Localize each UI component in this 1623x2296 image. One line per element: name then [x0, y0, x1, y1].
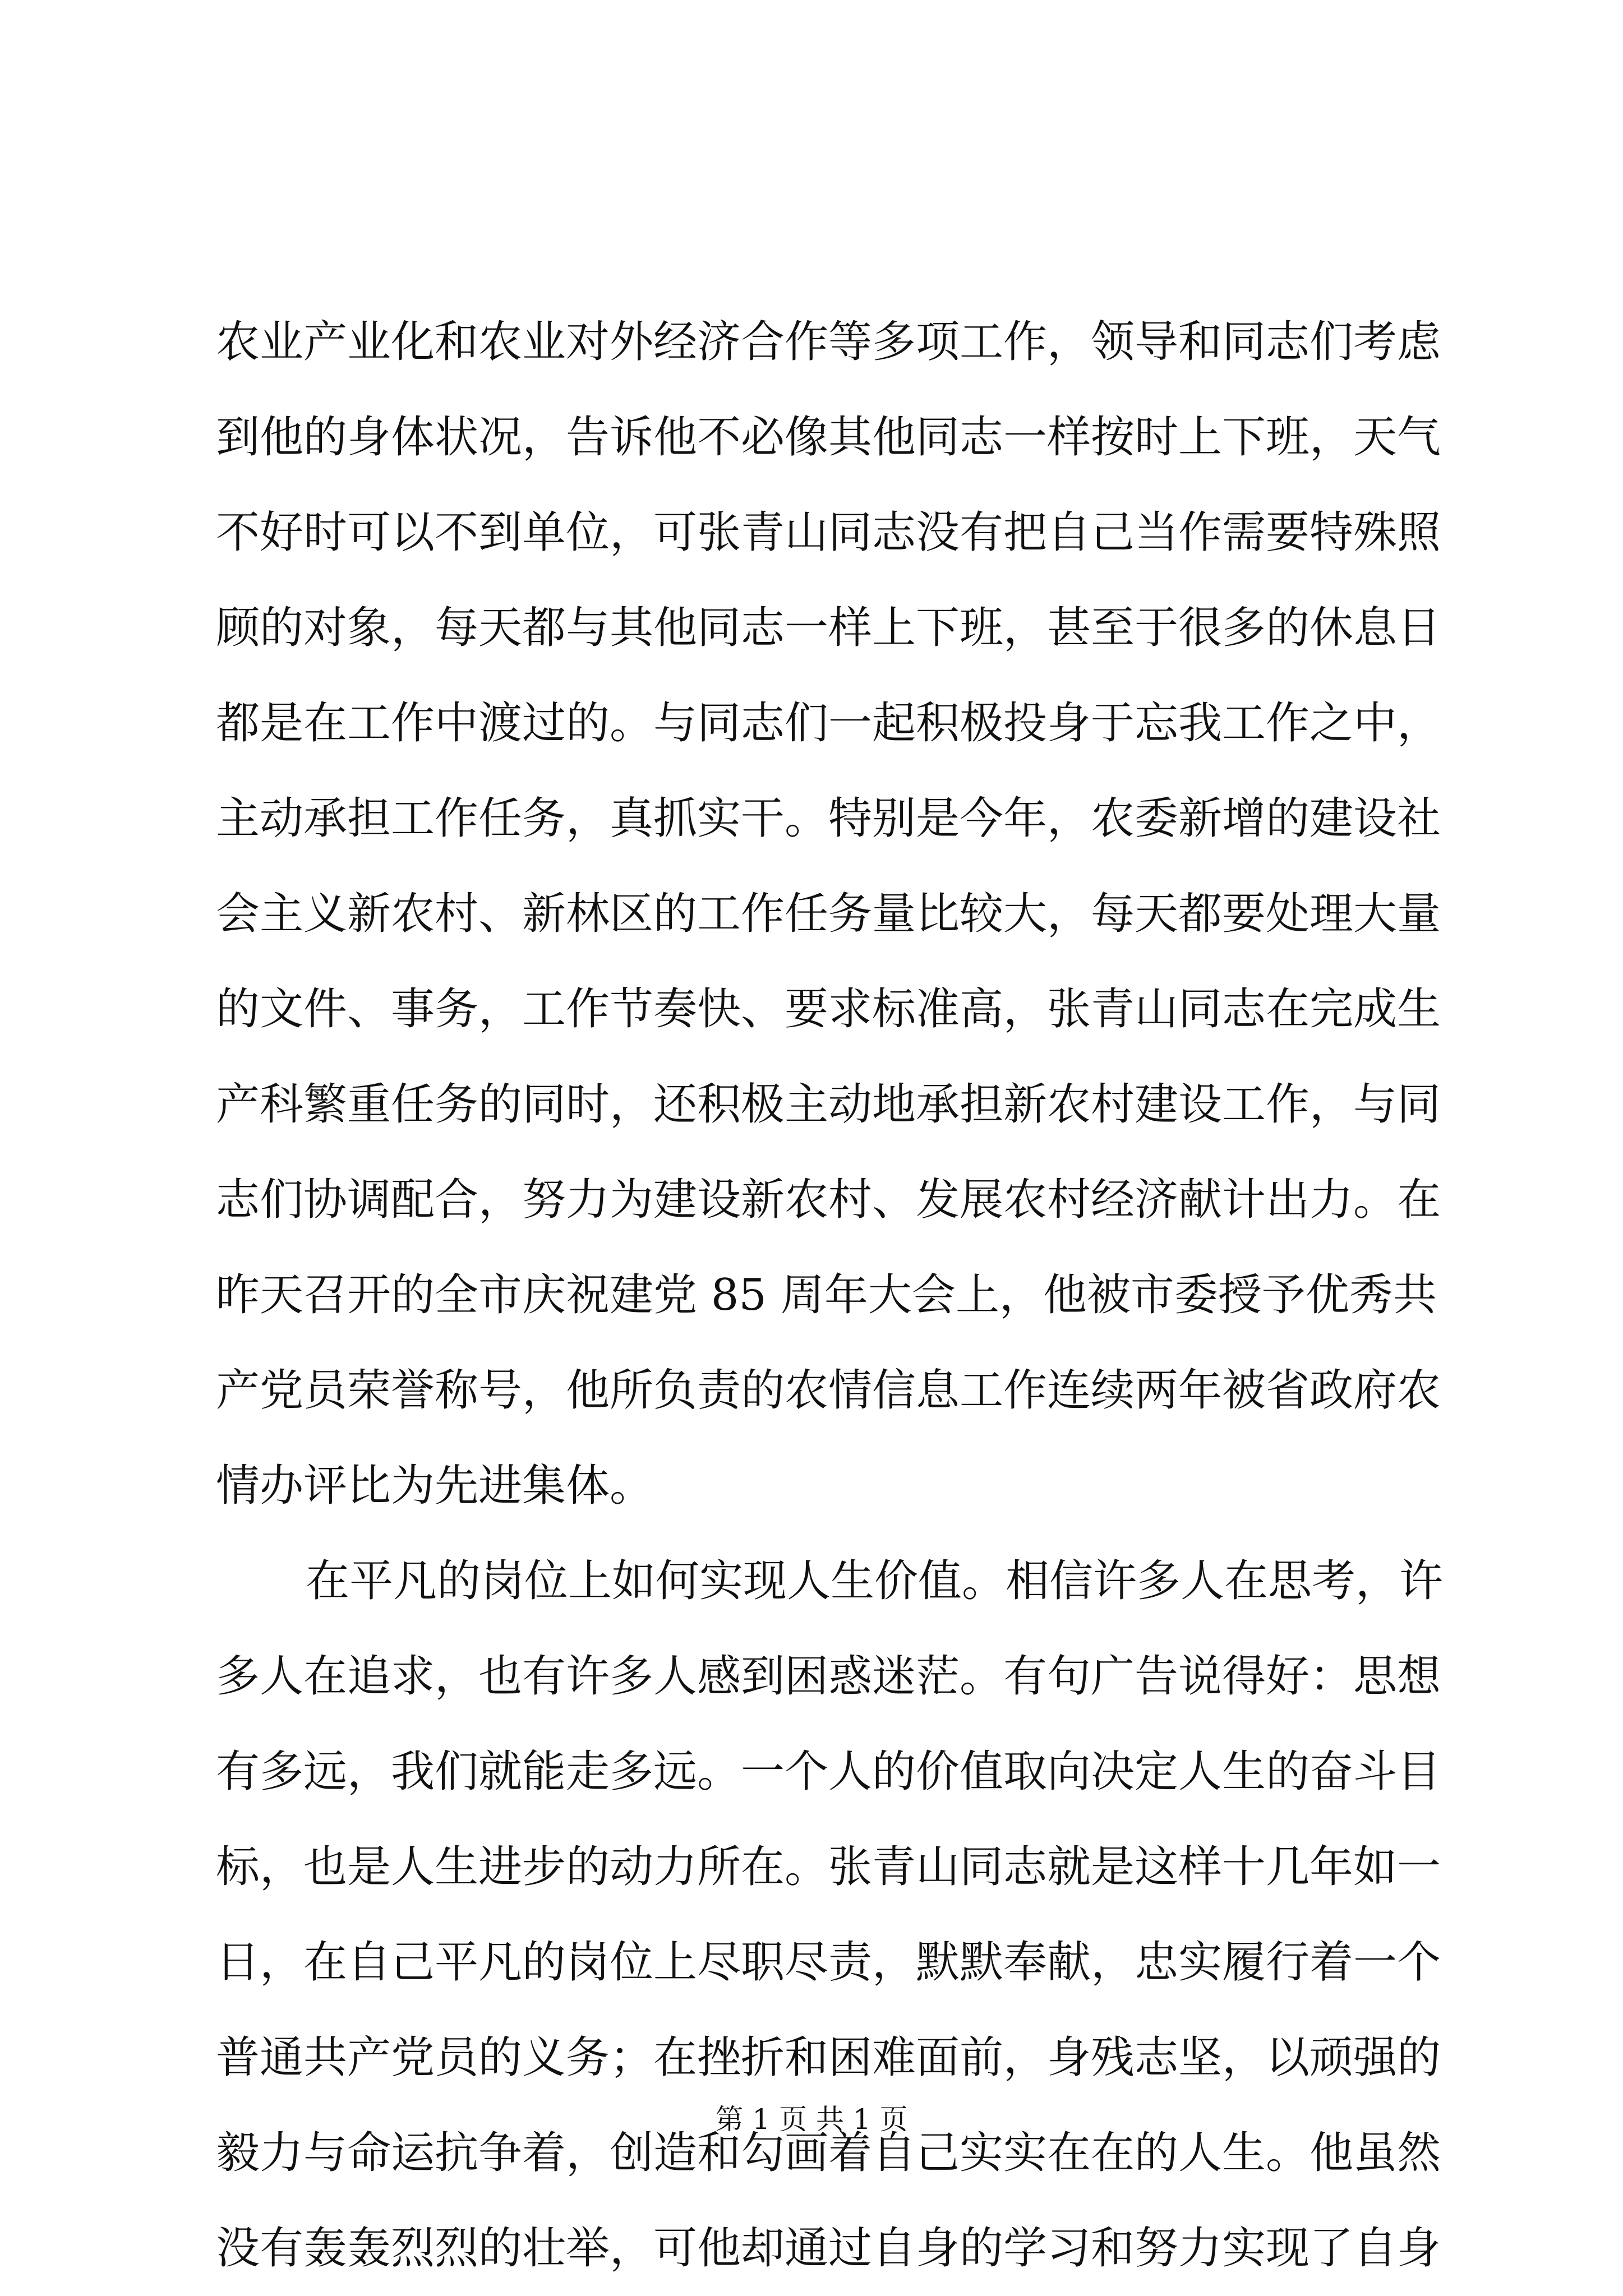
text-line: 产党员荣誉称号，他所负责的农情信息工作连续两年被省政府农: [216, 1365, 1441, 1416]
text-line: 农业产业化和农业对外经济合作等多项工作，领导和同志们考虑: [216, 317, 1441, 367]
text-line: 标，也是人生进步的动力所在。张青山同志就是这样十几年如一: [216, 1842, 1441, 1892]
text-line: 的文件、事务，工作节奏快、要求标准高，张青山同志在完成生: [216, 984, 1441, 1034]
text-line: 在平凡的岗位上如何实现人生价值。相信许多人在思考，许: [306, 1556, 1444, 1606]
text-line: 到他的身体状况，告诉他不必像其他同志一样按时上下班，天气: [216, 412, 1441, 463]
text-line: 顾的对象，每天都与其他同志一样上下班，甚至于很多的休息日: [216, 603, 1441, 653]
text-line: 主动承担工作任务，真抓实干。特别是今年，农委新增的建设社: [216, 793, 1441, 844]
text-line: 志们协调配合，努力为建设新农村、发展农村经济献计出力。在: [216, 1175, 1441, 1225]
document-body: [216, 294, 1444, 2296]
text-line: 普通共产党员的义务；在挫折和困难面前，身残志坚，以顽强的: [216, 2032, 1441, 2083]
text-line: 情办评比为先进集体。: [216, 1461, 654, 1511]
text-line: 不好时可以不到单位，可张青山同志没有把自己当作需要特殊照: [216, 507, 1441, 558]
page-footer: [0, 2100, 1623, 2139]
text-line: 会主义新农村、新林区的工作任务量比较大，每天都要处理大量: [216, 889, 1441, 939]
text-line: 昨天召开的全市庆祝建党 85 周年大会上，他被市委授予优秀共: [216, 1270, 1437, 1320]
text-line: 没有轰轰烈烈的壮举，可他却通过自身的学习和努力实现了自身: [216, 2223, 1441, 2274]
text-line: 多人在追求，也有许多人感到困惑迷茫。有句广告说得好：思想: [216, 1651, 1441, 1702]
text-line: 毅力与命运抗争着，创造和勾画着自己实实在在的人生。他虽然: [216, 2128, 1441, 2178]
paragraph-2: [216, 1533, 1444, 2296]
text-line: 日，在自己平凡的岗位上尽职尽责，默默奉献，忠实履行着一个: [216, 1937, 1441, 1988]
paragraph-1: [216, 294, 1441, 1533]
text-line: 都是在工作中渡过的。与同志们一起积极投身于忘我工作之中，: [216, 698, 1441, 749]
text-line: 产科繁重任务的同时，还积极主动地承担新农村建设工作，与同: [216, 1079, 1441, 1130]
page-number-label: 第 1 页 共 1 页: [715, 2103, 908, 2136]
text-line: 有多远，我们就能走多远。一个人的价值取向决定人生的奋斗目: [216, 1747, 1441, 1797]
